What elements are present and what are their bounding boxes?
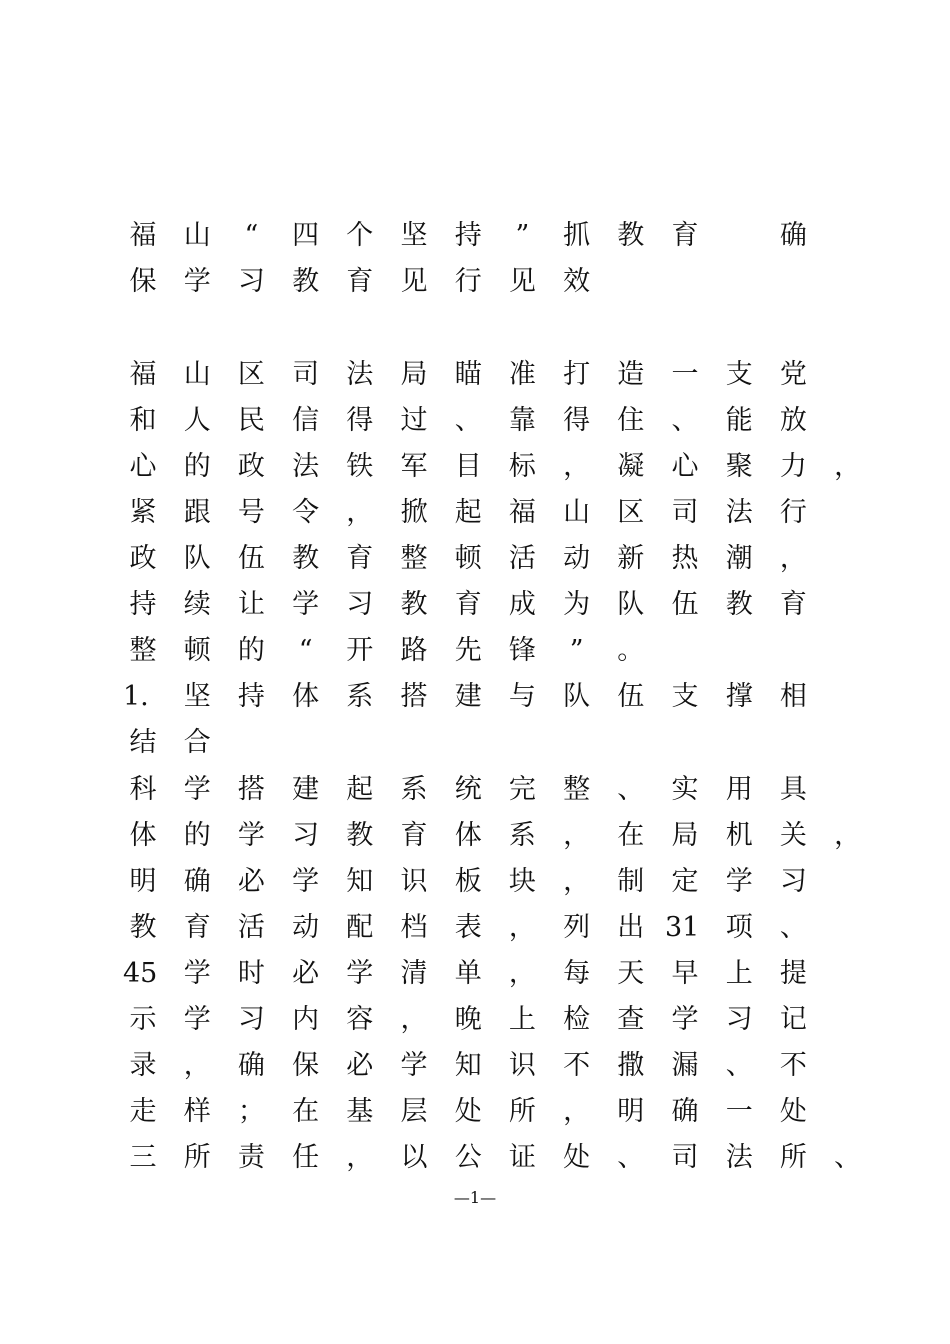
text-glyph: 定 xyxy=(671,866,699,897)
text-glyph: 整 xyxy=(400,543,428,574)
text-glyph: 提 xyxy=(779,958,807,989)
text-glyph: 顿 xyxy=(454,543,482,574)
text-glyph: 漏 xyxy=(671,1050,699,1081)
text-glyph: 以 xyxy=(400,1142,428,1173)
text-glyph: 出 xyxy=(617,912,645,943)
text-glyph: 基 xyxy=(346,1096,374,1127)
text-glyph: 样 xyxy=(183,1096,211,1127)
text-glyph: 令 xyxy=(292,497,320,528)
text-glyph: 的 xyxy=(237,635,265,666)
text-glyph: 号 xyxy=(237,497,265,528)
text-glyph: 效 xyxy=(563,266,591,297)
text-glyph: 教 xyxy=(400,589,428,620)
text-glyph: 育 xyxy=(183,912,211,943)
text-glyph: ， xyxy=(834,451,862,482)
text-glyph: 局 xyxy=(400,359,428,390)
text-glyph: 学 xyxy=(292,866,320,897)
text-glyph: 法 xyxy=(725,1142,753,1173)
text-glyph: 31 xyxy=(665,912,700,943)
text-glyph: 早 xyxy=(671,958,699,989)
text-glyph: 确 xyxy=(779,220,807,251)
text-glyph: 活 xyxy=(508,543,536,574)
text-glyph: 天 xyxy=(617,958,645,989)
text-glyph: 政 xyxy=(237,451,265,482)
text-glyph: ， xyxy=(779,543,807,574)
text-glyph: 实 xyxy=(671,774,699,805)
text-glyph: 习 xyxy=(237,266,265,297)
text-glyph: 学 xyxy=(292,589,320,620)
text-glyph: 关 xyxy=(779,820,807,851)
page-number: —1— xyxy=(453,1188,497,1207)
text-glyph: 教 xyxy=(129,912,157,943)
text-glyph: 处 xyxy=(779,1096,807,1127)
text-glyph: 科 xyxy=(129,774,157,805)
text-glyph: 撑 xyxy=(725,681,753,712)
text-glyph: 见 xyxy=(508,266,536,297)
text-glyph: “ xyxy=(244,220,259,251)
text-glyph: ， xyxy=(563,451,591,482)
text-glyph: 育 xyxy=(400,820,428,851)
text-glyph: 教 xyxy=(292,543,320,574)
text-glyph: 完 xyxy=(508,774,536,805)
text-glyph: 搭 xyxy=(400,681,428,712)
text-glyph: 军 xyxy=(400,451,428,482)
text-glyph: 目 xyxy=(454,451,482,482)
text-glyph: 信 xyxy=(292,405,320,436)
text-glyph: 体 xyxy=(454,820,482,851)
text-glyph: 明 xyxy=(617,1096,645,1127)
text-glyph: 上 xyxy=(508,1004,536,1035)
text-glyph: 打 xyxy=(563,359,591,390)
text-glyph: 、 xyxy=(454,405,482,436)
text-glyph: 习 xyxy=(237,1004,265,1035)
text-glyph: 、 xyxy=(834,1142,862,1173)
text-glyph: 。 xyxy=(617,635,645,666)
text-glyph: 知 xyxy=(346,866,374,897)
text-glyph: 习 xyxy=(292,820,320,851)
text-glyph: 学 xyxy=(183,1004,211,1035)
text-glyph: 放 xyxy=(779,405,807,436)
text-glyph: 靠 xyxy=(508,405,536,436)
text-glyph: 路 xyxy=(400,635,428,666)
text-glyph: 合 xyxy=(183,727,211,758)
text-glyph: 检 xyxy=(563,1004,591,1035)
text-glyph: 区 xyxy=(237,359,265,390)
text-glyph: 项 xyxy=(725,912,753,943)
text-glyph: 育 xyxy=(779,589,807,620)
text-glyph: 建 xyxy=(454,681,482,712)
text-glyph: 党 xyxy=(779,359,807,390)
text-glyph: 福 xyxy=(129,220,157,251)
text-glyph: 示 xyxy=(129,1004,157,1035)
text-glyph: 建 xyxy=(292,774,320,805)
text-glyph: 顿 xyxy=(183,635,211,666)
text-glyph: 育 xyxy=(346,543,374,574)
text-glyph: 学 xyxy=(346,958,374,989)
text-glyph: 确 xyxy=(237,1050,265,1081)
text-glyph: 清 xyxy=(400,958,428,989)
text-glyph: 热 xyxy=(671,543,699,574)
text-glyph: 伍 xyxy=(617,681,645,712)
text-glyph: 支 xyxy=(725,359,753,390)
text-glyph: 福 xyxy=(129,359,157,390)
text-glyph: 块 xyxy=(508,866,536,897)
text-glyph: 搭 xyxy=(237,774,265,805)
text-glyph: 司 xyxy=(671,497,699,528)
text-glyph: 续 xyxy=(183,589,211,620)
text-glyph: 动 xyxy=(292,912,320,943)
text-glyph: 得 xyxy=(563,405,591,436)
text-glyph: 新 xyxy=(617,543,645,574)
text-glyph: 45 xyxy=(123,958,158,989)
text-glyph: 坚 xyxy=(400,220,428,251)
text-glyph: 查 xyxy=(617,1004,645,1035)
text-glyph: 体 xyxy=(129,820,157,851)
text-glyph: 层 xyxy=(400,1096,428,1127)
text-glyph: ， xyxy=(183,1050,211,1081)
text-glyph: 体 xyxy=(292,681,320,712)
text-glyph: ， xyxy=(508,958,536,989)
text-glyph: 福 xyxy=(508,497,536,528)
text-glyph: 处 xyxy=(563,1142,591,1173)
text-glyph: ， xyxy=(346,497,374,528)
text-glyph: 先 xyxy=(454,635,482,666)
text-glyph: 每 xyxy=(563,958,591,989)
text-glyph: 机 xyxy=(725,820,753,851)
text-glyph: 政 xyxy=(129,543,157,574)
text-glyph: 育 xyxy=(346,266,374,297)
text-glyph: 个 xyxy=(346,220,374,251)
text-glyph: 山 xyxy=(563,497,591,528)
text-glyph: 紧 xyxy=(129,497,157,528)
text-glyph: 心 xyxy=(129,451,157,482)
text-glyph: 造 xyxy=(617,359,645,390)
text-glyph: 教 xyxy=(725,589,753,620)
text-glyph: 育 xyxy=(671,220,699,251)
text-glyph: 队 xyxy=(563,681,591,712)
text-glyph: 保 xyxy=(292,1050,320,1081)
text-glyph: ； xyxy=(237,1096,265,1127)
text-glyph: 结 xyxy=(129,727,157,758)
text-glyph: 持 xyxy=(129,589,157,620)
text-glyph: 学 xyxy=(400,1050,428,1081)
text-glyph: 局 xyxy=(671,820,699,851)
text-glyph: 系 xyxy=(346,681,374,712)
text-glyph: 整 xyxy=(563,774,591,805)
text-glyph: 证 xyxy=(508,1142,536,1173)
text-glyph: 不 xyxy=(779,1050,807,1081)
text-glyph: 容 xyxy=(346,1004,374,1035)
text-glyph: 所 xyxy=(779,1142,807,1173)
text-glyph: 铁 xyxy=(346,451,374,482)
text-glyph: 司 xyxy=(292,359,320,390)
text-glyph: 起 xyxy=(346,774,374,805)
text-glyph: 人 xyxy=(183,405,211,436)
text-glyph: 系 xyxy=(508,820,536,851)
text-glyph: 列 xyxy=(563,912,591,943)
text-glyph: ” xyxy=(569,635,584,666)
text-glyph: 学 xyxy=(183,774,211,805)
text-glyph: 区 xyxy=(617,497,645,528)
text-glyph: 行 xyxy=(779,497,807,528)
text-glyph: 跟 xyxy=(183,497,211,528)
text-glyph: 录 xyxy=(129,1050,157,1081)
text-glyph: 持 xyxy=(454,220,482,251)
text-glyph: ， xyxy=(563,820,591,851)
text-glyph: 准 xyxy=(508,359,536,390)
text-glyph: 在 xyxy=(292,1096,320,1127)
text-glyph: 伍 xyxy=(237,543,265,574)
text-glyph: 制 xyxy=(617,866,645,897)
text-glyph: 、 xyxy=(617,1142,645,1173)
text-glyph: 所 xyxy=(508,1096,536,1127)
text-glyph: 掀 xyxy=(400,497,428,528)
text-glyph: 责 xyxy=(237,1142,265,1173)
text-glyph: 起 xyxy=(454,497,482,528)
text-glyph: 为 xyxy=(563,589,591,620)
text-glyph: 学 xyxy=(725,866,753,897)
text-glyph: 能 xyxy=(725,405,753,436)
text-glyph: 让 xyxy=(237,589,265,620)
text-glyph: 保 xyxy=(129,266,157,297)
text-glyph: 一 xyxy=(671,359,699,390)
text-glyph: 任 xyxy=(292,1142,320,1173)
text-glyph: 坚 xyxy=(183,681,211,712)
text-glyph: 习 xyxy=(346,589,374,620)
text-glyph: 学 xyxy=(671,1004,699,1035)
text-glyph: 潮 xyxy=(725,543,753,574)
text-glyph: 见 xyxy=(400,266,428,297)
text-glyph: 必 xyxy=(237,866,265,897)
text-glyph: 在 xyxy=(617,820,645,851)
text-glyph: 队 xyxy=(183,543,211,574)
text-glyph: ， xyxy=(563,1096,591,1127)
text-glyph: 整 xyxy=(129,635,157,666)
text-glyph: ， xyxy=(508,912,536,943)
text-glyph: 成 xyxy=(508,589,536,620)
text-glyph: 不 xyxy=(563,1050,591,1081)
text-glyph: 瞄 xyxy=(454,359,482,390)
text-glyph: 、 xyxy=(779,912,807,943)
text-glyph: 处 xyxy=(454,1096,482,1127)
text-glyph: 持 xyxy=(237,681,265,712)
text-glyph: 、 xyxy=(617,774,645,805)
text-glyph: ， xyxy=(834,820,862,851)
text-glyph: 学 xyxy=(183,266,211,297)
text-glyph: 习 xyxy=(779,866,807,897)
text-glyph: 公 xyxy=(454,1142,482,1173)
text-glyph: 教 xyxy=(346,820,374,851)
text-glyph: 记 xyxy=(779,1004,807,1035)
text-glyph: 教 xyxy=(617,220,645,251)
text-glyph: 山 xyxy=(183,359,211,390)
text-glyph: 法 xyxy=(292,451,320,482)
text-glyph: “ xyxy=(298,635,313,666)
text-glyph: 伍 xyxy=(671,589,699,620)
text-glyph: 和 xyxy=(129,405,157,436)
text-glyph: 得 xyxy=(346,405,374,436)
text-glyph: 支 xyxy=(671,681,699,712)
text-glyph: 时 xyxy=(237,958,265,989)
text-glyph: 知 xyxy=(454,1050,482,1081)
text-glyph: 识 xyxy=(508,1050,536,1081)
text-glyph: ， xyxy=(400,1004,428,1035)
text-glyph: 晚 xyxy=(454,1004,482,1035)
text-glyph: 明 xyxy=(129,866,157,897)
text-glyph: 活 xyxy=(237,912,265,943)
text-glyph: 学 xyxy=(183,958,211,989)
text-glyph: 育 xyxy=(454,589,482,620)
text-glyph: 上 xyxy=(725,958,753,989)
text-glyph: 住 xyxy=(617,405,645,436)
text-glyph: 抓 xyxy=(563,220,591,251)
text-glyph: 教 xyxy=(292,266,320,297)
text-glyph: 凝 xyxy=(617,451,645,482)
text-glyph: 走 xyxy=(129,1096,157,1127)
text-glyph: 心 xyxy=(671,451,699,482)
text-glyph: 开 xyxy=(346,635,374,666)
text-glyph: 一 xyxy=(725,1096,753,1127)
text-glyph: 的 xyxy=(183,451,211,482)
text-glyph: 必 xyxy=(292,958,320,989)
text-glyph: 档 xyxy=(400,912,428,943)
text-glyph: 1. xyxy=(123,681,149,712)
text-glyph: ， xyxy=(563,866,591,897)
text-glyph: 标 xyxy=(508,451,536,482)
text-glyph: 表 xyxy=(454,912,482,943)
text-glyph: 用 xyxy=(725,774,753,805)
text-glyph: 民 xyxy=(237,405,265,436)
text-glyph: 力 xyxy=(779,451,807,482)
text-glyph: 系 xyxy=(400,774,428,805)
text-glyph: 具 xyxy=(779,774,807,805)
text-glyph: 队 xyxy=(617,589,645,620)
text-glyph: 习 xyxy=(725,1004,753,1035)
text-glyph: 三 xyxy=(129,1142,157,1173)
text-glyph: 必 xyxy=(346,1050,374,1081)
text-glyph: 司 xyxy=(671,1142,699,1173)
text-glyph: 法 xyxy=(725,497,753,528)
text-glyph: 撒 xyxy=(617,1050,645,1081)
text-glyph: 配 xyxy=(346,912,374,943)
text-glyph: 锋 xyxy=(508,635,536,666)
text-glyph: 确 xyxy=(183,866,211,897)
text-glyph: 内 xyxy=(292,1004,320,1035)
text-glyph: 单 xyxy=(454,958,482,989)
text-glyph: 过 xyxy=(400,405,428,436)
text-glyph: ” xyxy=(515,220,530,251)
text-glyph: 、 xyxy=(725,1050,753,1081)
text-glyph: 行 xyxy=(454,266,482,297)
text-glyph: 动 xyxy=(563,543,591,574)
text-glyph: ， xyxy=(346,1142,374,1173)
text-glyph: 确 xyxy=(671,1096,699,1127)
text-glyph: 识 xyxy=(400,866,428,897)
text-glyph: 所 xyxy=(183,1142,211,1173)
text-glyph: 与 xyxy=(508,681,536,712)
text-glyph: 学 xyxy=(237,820,265,851)
text-glyph: 聚 xyxy=(725,451,753,482)
text-glyph: 相 xyxy=(779,681,807,712)
text-glyph: 法 xyxy=(346,359,374,390)
text-glyph: 山 xyxy=(183,220,211,251)
text-glyph: 、 xyxy=(671,405,699,436)
text-glyph: 四 xyxy=(292,220,320,251)
text-glyph: 的 xyxy=(183,820,211,851)
text-glyph: 板 xyxy=(454,866,482,897)
text-glyph: 统 xyxy=(454,774,482,805)
